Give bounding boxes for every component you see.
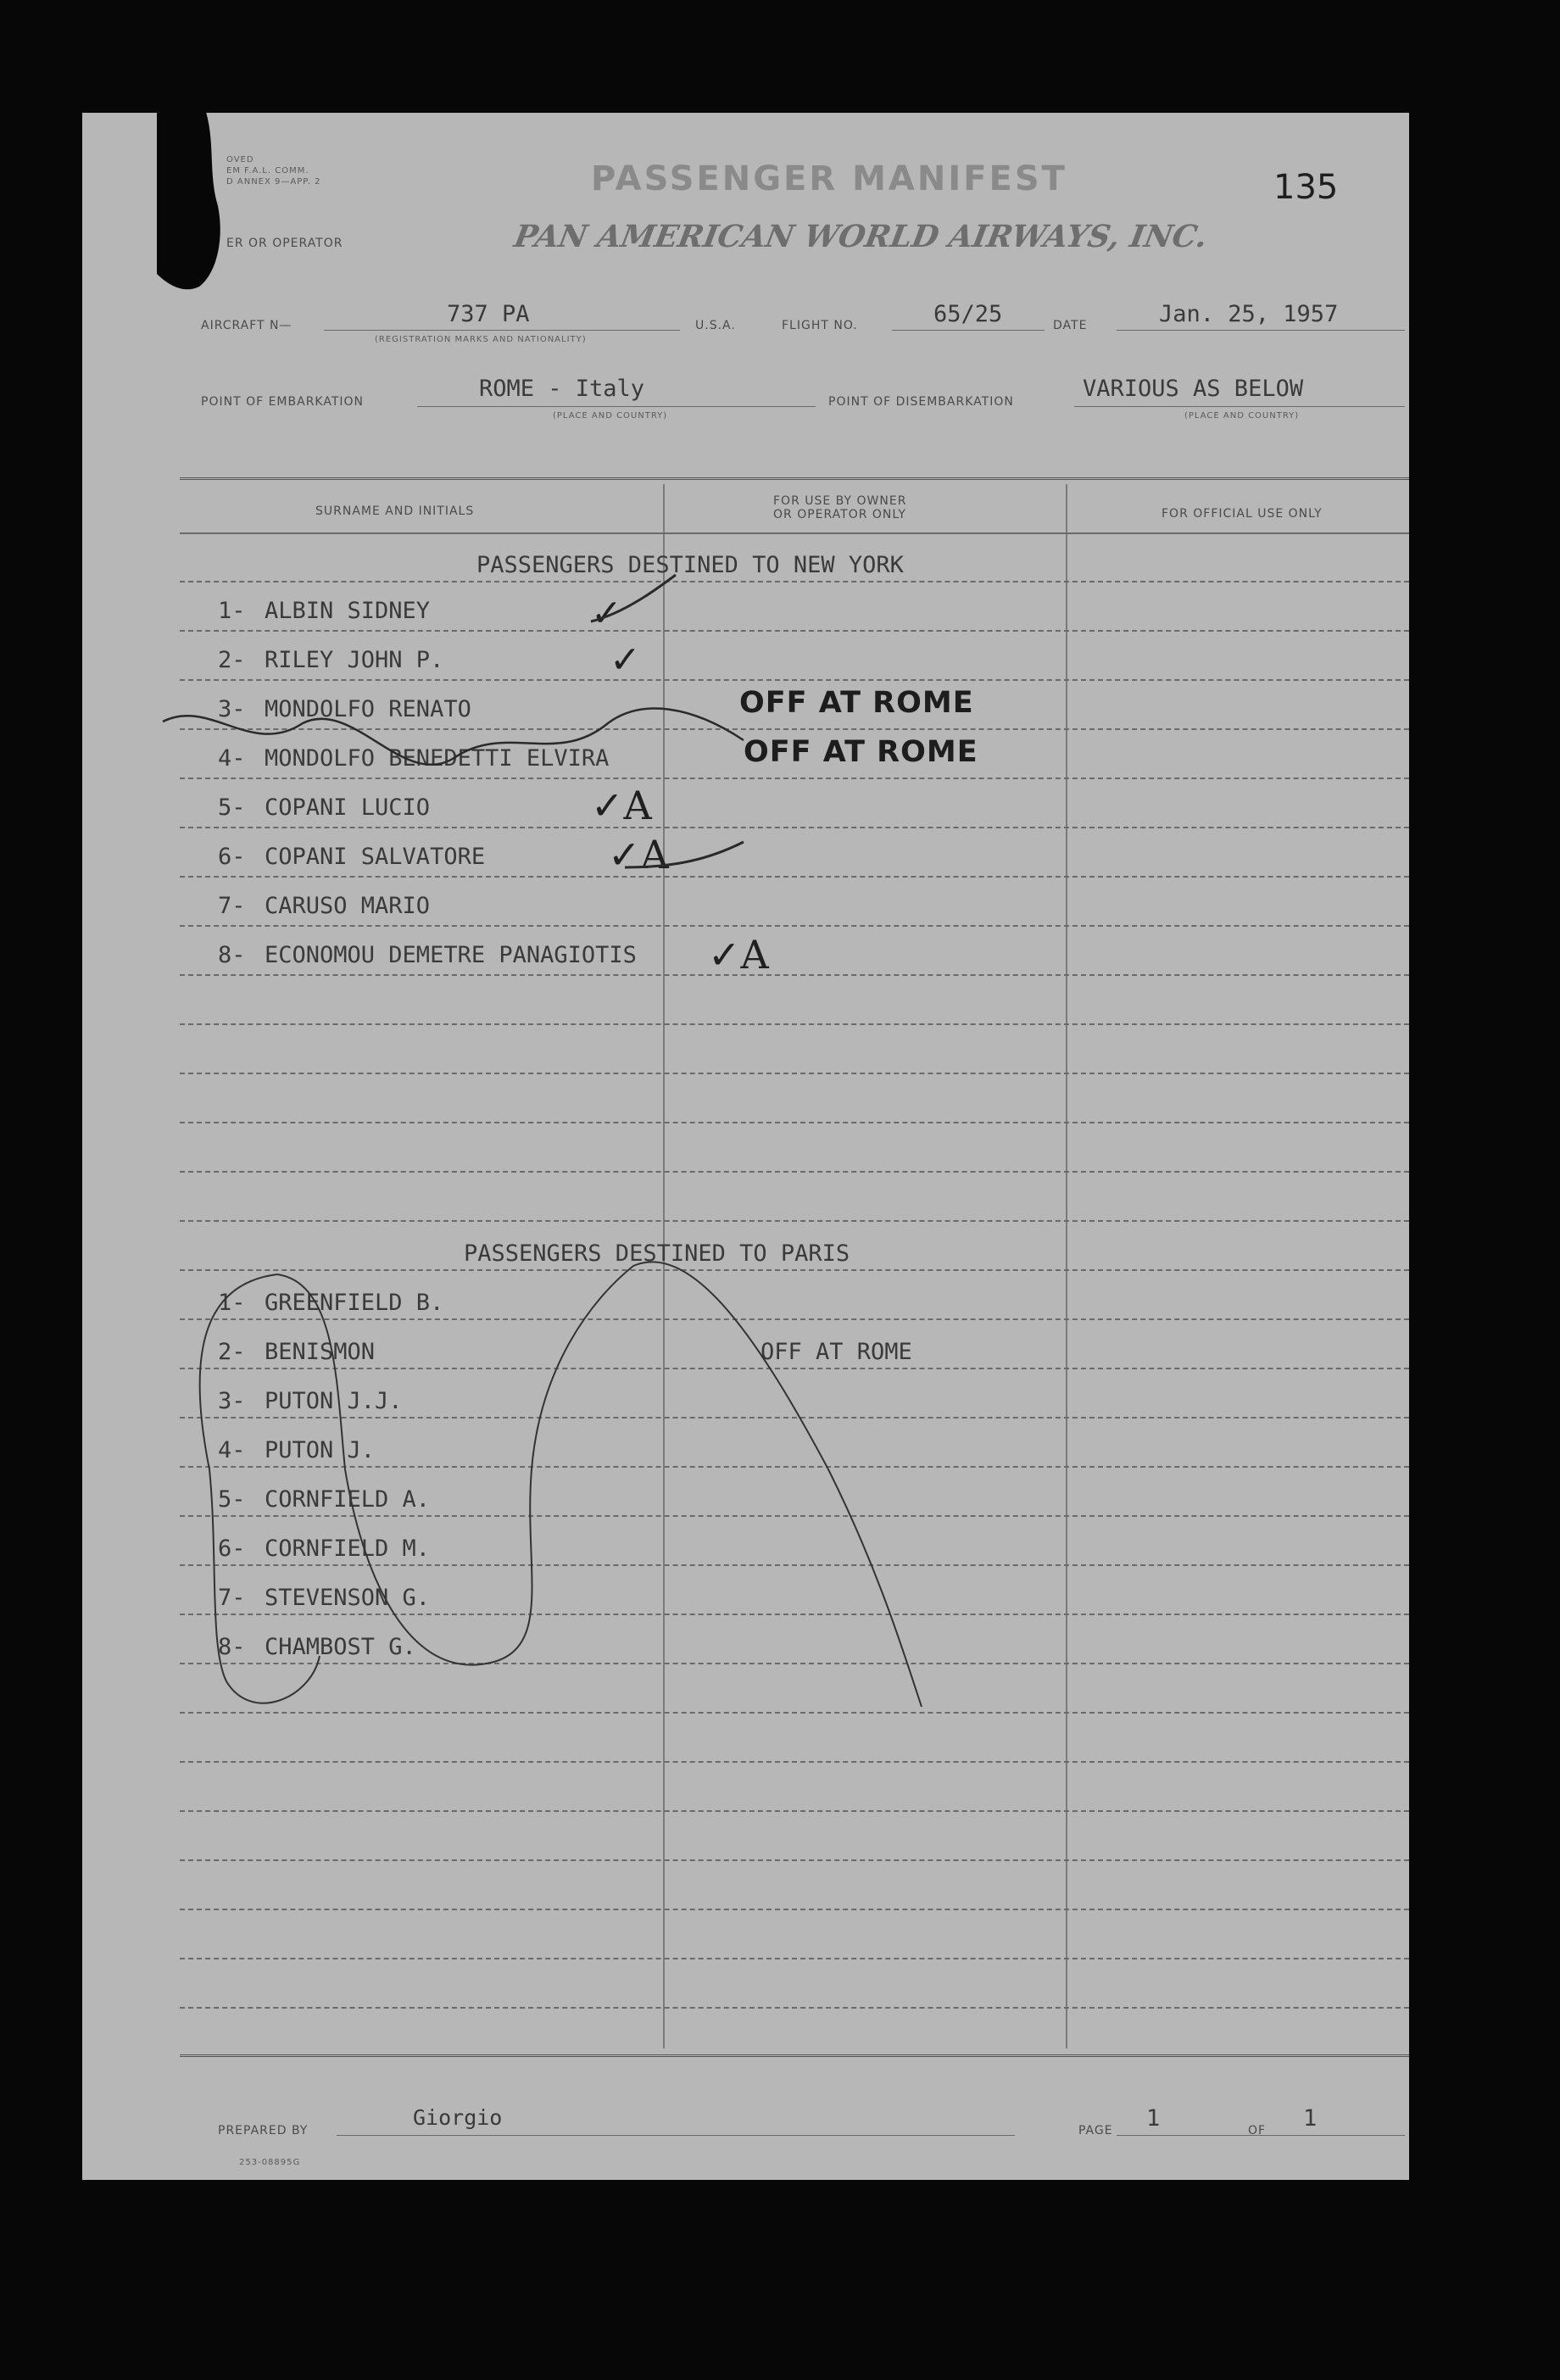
pencil-annotations: [82, 113, 1409, 2180]
of-label: OF: [1248, 2124, 1267, 2138]
company-name: PAN AMERICAN WORLD AIRWAYS, INC.: [511, 219, 1211, 254]
passenger-name: ALBIN SIDNEY: [265, 598, 431, 624]
row-number: 8-: [218, 942, 246, 968]
passenger-name: STEVENSON G.: [265, 1585, 431, 1611]
prepared-by-label: PREPARED BY: [218, 2124, 309, 2138]
row-number: 8-: [218, 1634, 246, 1660]
flight-no-value: 65/25: [933, 301, 1003, 327]
aircraft-label: AIRCRAFT N—: [201, 319, 292, 332]
passenger-name: GREENFIELD B.: [265, 1290, 444, 1316]
passenger-name: ECONOMOU DEMETRE PANAGIOTIS: [265, 942, 637, 968]
row-number: 4-: [218, 745, 246, 772]
passenger-name: COPANI LUCIO: [265, 794, 431, 821]
of-value: 1: [1303, 2105, 1318, 2132]
aircraft-value: 737 PA: [447, 301, 530, 327]
manifest-title: PASSENGER MANIFEST: [591, 159, 1067, 198]
row-number: 7-: [218, 1585, 246, 1611]
approved-line-1: OVED: [226, 155, 254, 164]
disembarkation-caption: (PLACE AND COUNTRY): [1184, 411, 1300, 421]
flight-no-label: FLIGHT NO.: [782, 319, 858, 332]
date-value: Jan. 25, 1957: [1159, 301, 1339, 327]
section-heading-paris: PASSENGERS DESTINED TO PARIS: [464, 1240, 850, 1267]
owner-operator-label: ER OR OPERATOR: [226, 237, 343, 250]
embarkation-caption: (PLACE AND COUNTRY): [553, 411, 668, 421]
row-number: 6-: [218, 844, 246, 870]
embarkation-value: ROME - Italy: [479, 376, 645, 402]
disembarkation-value: VARIOUS AS BELOW: [1083, 376, 1304, 402]
row-number: 2-: [218, 1339, 246, 1365]
prepared-by-value: Giorgio: [413, 2105, 503, 2130]
page-number: 135: [1273, 168, 1339, 207]
row-number: 4-: [218, 1437, 246, 1463]
passenger-name: MONDOLFO BENEDETTI ELVIRA: [265, 745, 610, 772]
off-at-rome-note: OFF AT ROME: [760, 1339, 912, 1365]
passenger-name: RILEY JOHN P.: [265, 647, 444, 673]
embarkation-label: POINT OF EMBARKATION: [201, 395, 365, 409]
approved-line-3: D ANNEX 9—APP. 2: [226, 177, 321, 187]
disembarkation-label: POINT OF DISEMBARKATION: [828, 395, 1014, 409]
page-label: PAGE: [1078, 2124, 1113, 2138]
check-mark: ✓A: [708, 932, 769, 978]
check-mark: ✓: [610, 638, 641, 682]
row-number: 1-: [218, 598, 246, 624]
date-label: DATE: [1053, 319, 1088, 332]
passenger-name: PUTON J.: [265, 1437, 376, 1463]
row-number: 5-: [218, 1486, 246, 1513]
section-heading-new-york: PASSENGERS DESTINED TO NEW YORK: [476, 552, 904, 578]
col-header-surname: SURNAME AND INITIALS: [315, 504, 475, 518]
col-header-owner-2: OR OPERATOR ONLY: [773, 508, 906, 521]
check-mark: ✓A: [608, 832, 669, 878]
passenger-name: PUTON J.J.: [265, 1388, 403, 1414]
row-number: 3-: [218, 1388, 246, 1414]
registration-caption: (REGISTRATION MARKS AND NATIONALITY): [375, 335, 587, 344]
passenger-name: CARUSO MARIO: [265, 893, 431, 919]
page-value: 1: [1146, 2105, 1161, 2132]
usa-label: U.S.A.: [695, 319, 736, 332]
check-mark: ✓: [591, 592, 622, 635]
check-mark: ✓A: [591, 783, 652, 828]
row-number: 3-: [218, 696, 246, 722]
passenger-name: CORNFIELD M.: [265, 1536, 431, 1562]
passenger-name: CHAMBOST G.: [265, 1634, 416, 1660]
manifest-sheet: [82, 113, 1409, 2180]
row-number: 6-: [218, 1536, 246, 1562]
row-number: 1-: [218, 1290, 246, 1316]
passenger-name: CORNFIELD A.: [265, 1486, 431, 1513]
row-number: 2-: [218, 647, 246, 673]
row-number: 7-: [218, 893, 246, 919]
passenger-name: COPANI SALVATORE: [265, 844, 486, 870]
form-code: 253-08895G: [239, 2158, 301, 2167]
row-number: 5-: [218, 794, 246, 821]
approved-line-2: EM F.A.L. COMM.: [226, 166, 309, 176]
passenger-name: MONDOLFO RENATO: [265, 696, 471, 722]
off-at-rome-stamp: OFF AT ROME: [744, 735, 978, 769]
col-header-owner-1: FOR USE BY OWNER: [773, 494, 907, 508]
col-header-official: FOR OFFICIAL USE ONLY: [1162, 507, 1323, 521]
passenger-name: BENISMON: [265, 1339, 376, 1365]
off-at-rome-stamp: OFF AT ROME: [739, 686, 974, 720]
